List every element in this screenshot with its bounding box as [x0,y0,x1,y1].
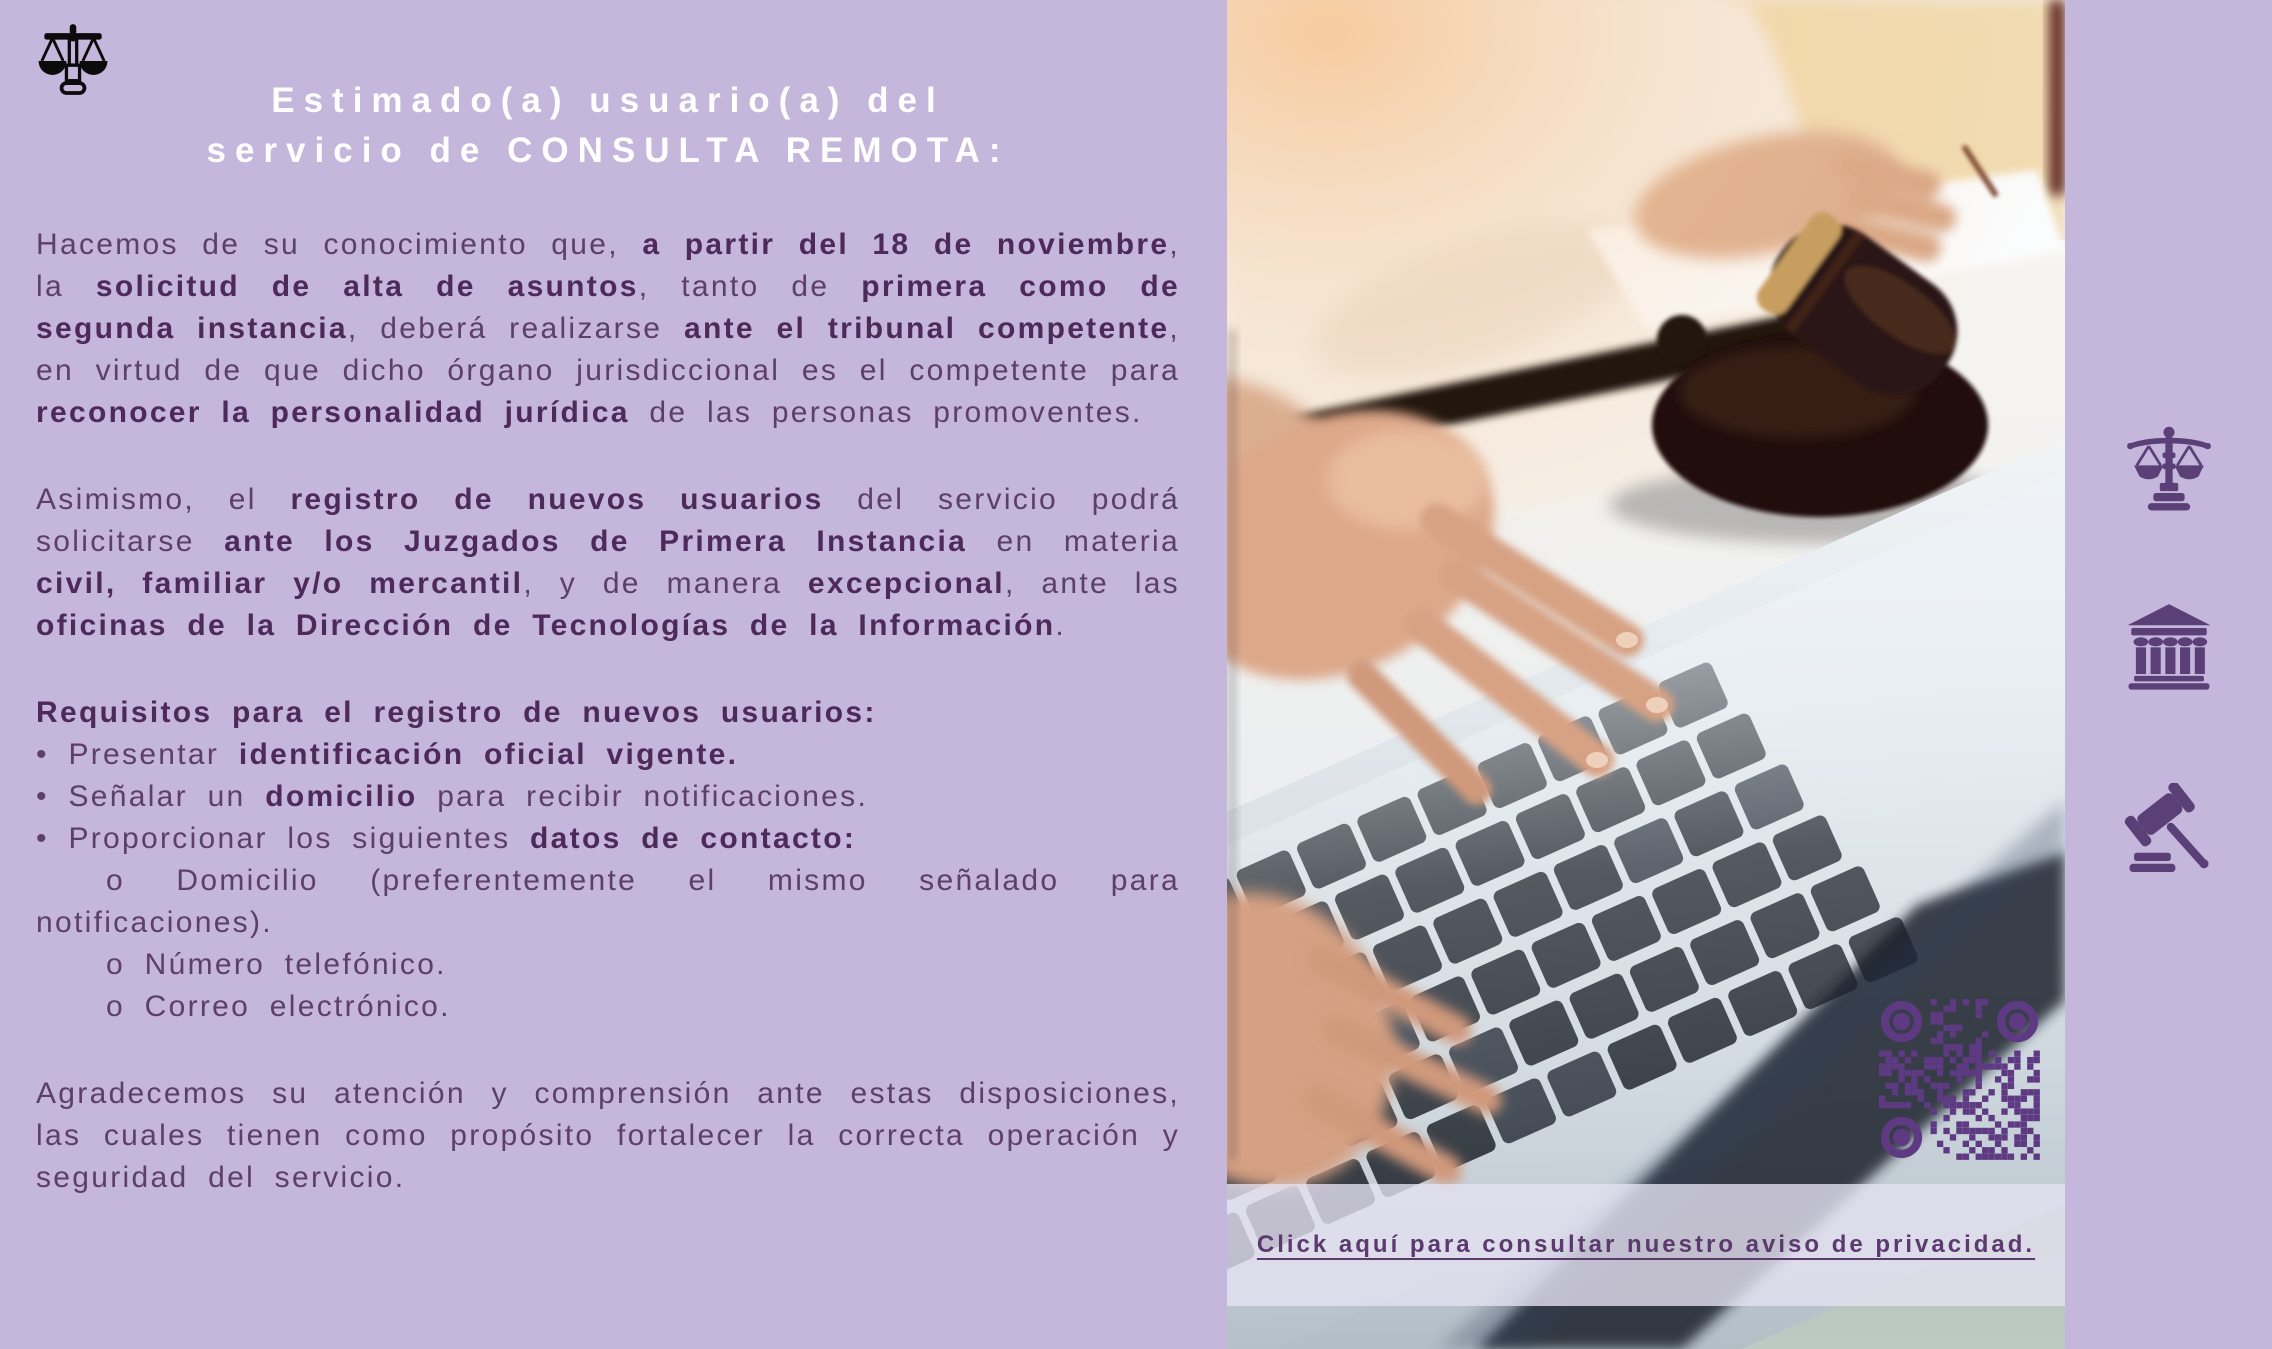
qr-code [1879,999,2040,1160]
office-photo [1227,0,2065,1349]
requirement-item: • Señalar un domicilio para recibir notificaciones. [36,780,869,813]
privacy-band [1227,1184,2065,1306]
icon-sidebar [2065,0,2272,1349]
page-title-line2: servicio de CONSULTA REMOTA: [206,131,1010,170]
requirements-heading: Requisitos para el registro de nuevos usuarios: [36,696,877,729]
requirement-item: • Presentar identificación oficial vigente. [36,738,739,771]
gavel-icon [2123,783,2215,882]
privacy-notice-link[interactable]: Click aquí para consultar nuestro aviso de privacidad. [1256,1231,2036,1258]
page-title [36,76,1180,176]
scales-of-justice-icon [2123,424,2215,516]
requirement-subitem: o Domicilio (preferentemente el mismo señalado para notificaciones). [36,864,1180,939]
requirement-subitem: o Correo electrónico. [106,990,451,1023]
courthouse-icon [2123,597,2215,694]
paragraph-registration: Asimismo, el registro de nuevos usuarios del servicio podrá solicitarse ante los Juzgados de Primera Instancia en materia civil, familiar y/o mercantil, y de manera excepcional, ante las oficinas de la Dirección de Tecnologías de la Información. [36,483,1181,642]
requirement-item: • Proporcionar los siguientes datos de contacto: [36,822,857,855]
paragraph-closing: Agradecemos su atención y comprensión ante estas disposiciones, las cuales tienen como propósito fortalecer la correcta operación y seguridad del servicio. [36,1077,1180,1194]
requirement-subitem: o Número telefónico. [106,948,447,981]
page-title-line1: Estimado(a) usuario(a) del [271,81,945,120]
paragraph-intro: Hacemos de su conocimiento que, a partir del 18 de noviembre, la solicitud de alta de asuntos, tanto de primera como de segunda instancia, deberá realizarse ante el tribunal competente, en virtud de que dicho órgano jurisdiccional es el competente para reconocer la personalidad jurídica de las personas promoventes. [36,228,1180,429]
